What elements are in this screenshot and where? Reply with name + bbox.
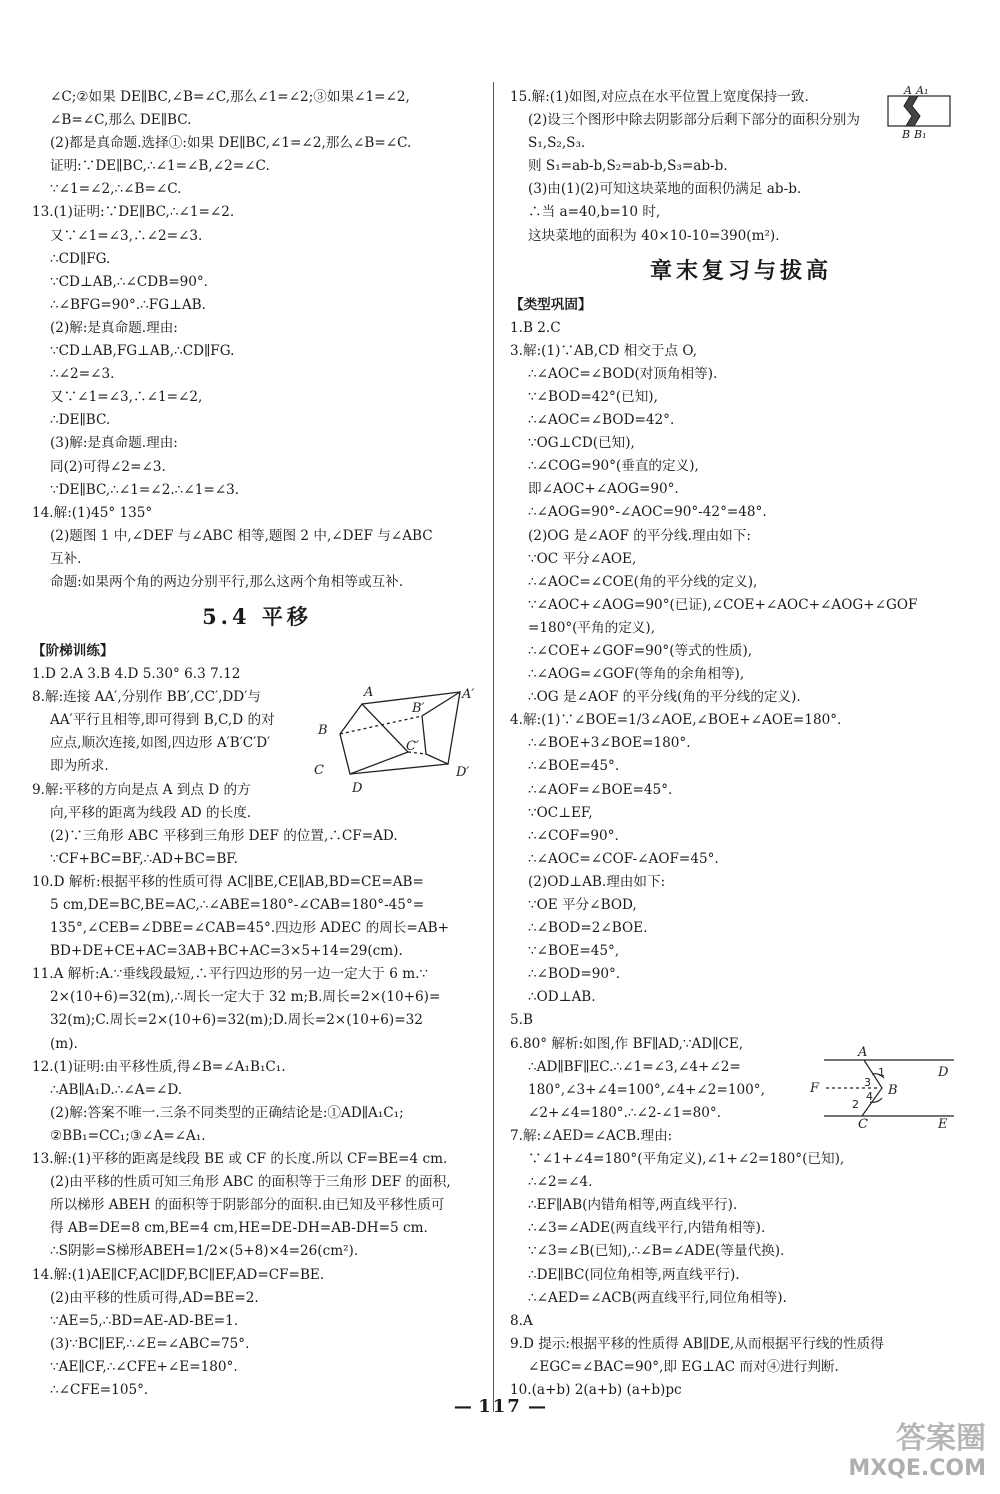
text-line: (2)由平移的性质可知三角形 ABC 的面积等于三角形 DEF 的面积, <box>50 1174 451 1191</box>
text-line: 4.解:(1)∵∠BOE=1/3∠AOE,∠BOE+∠AOE=180°. <box>510 712 842 729</box>
text-line: (2)OD⊥AB.理由如下: <box>528 873 666 890</box>
text-line: 15.解:(1)如图,对应点在水平位置上宽度保持一致. <box>510 89 809 105</box>
text-line: (2)解:是真命题.理由: <box>50 319 178 336</box>
watermark-url: MXQE.COM <box>848 1456 986 1481</box>
tag-type-consolidation: 【类型巩固】 <box>510 296 592 313</box>
angle-label-F: F <box>810 1081 820 1096</box>
text-line: 7.解:∠AED=∠ACB.理由: <box>510 1127 673 1144</box>
angle-label-E: E <box>938 1117 948 1130</box>
field-label-A: A <box>904 84 912 97</box>
label-C: C <box>314 763 324 778</box>
text-line: ∵∠AOC+∠AOG=90°(已证),∠COE+∠AOC+∠AOG+∠GOF <box>528 596 918 613</box>
label-A1: A′ <box>462 687 475 702</box>
text-line: ∵OG⊥CD(已知), <box>528 435 635 452</box>
field-label-B1: B₁ <box>914 128 927 141</box>
right-answers-bottom <box>510 317 972 1402</box>
angle-num-2: 2 <box>852 1098 859 1111</box>
text-line: =180°(平角的定义), <box>528 619 656 636</box>
text-line: ∠2+∠4=180°.∴∠2-∠1=80°. <box>528 1104 722 1121</box>
text-line: ∴CD∥FG. <box>50 250 111 267</box>
angle-num-3: 3 <box>864 1076 871 1089</box>
text-line: 命题:如果两个角的两边分别平行,那么这两个角相等或互补. <box>50 573 404 590</box>
text-line: 5.B <box>510 1012 533 1029</box>
text-line: AA′平行且相等,即可得到 B,C,D 的对 <box>50 712 275 729</box>
text-line: ∵AE=5,∴BD=AE-AD-BE=1. <box>50 1312 239 1329</box>
text-line: (3)解:是真命题.理由: <box>50 435 178 452</box>
text-line: 9.D 提示:根据平移的性质得 AB∥DE,从而根据平行线的性质得 <box>510 1335 884 1352</box>
text-line: 即为所求. <box>50 758 109 775</box>
text-line: BD+DE+CE+AC=3AB+BC+AC=3×5+14=29(cm). <box>50 943 403 960</box>
section-title-review: 章末复习与拔高 <box>649 257 832 284</box>
text-line: ∵CD⊥AB,FG⊥AB,∴CD∥FG. <box>50 343 235 360</box>
text-line: (2)OG 是∠AOF 的平分线.理由如下: <box>528 527 751 544</box>
text-line: ∴∠COG=90°(垂直的定义), <box>528 458 699 475</box>
text-line: ∴∠2=∠3. <box>50 366 115 383</box>
text-line: 即∠AOC+∠AOG=90°. <box>528 481 679 498</box>
text-line: ∴∠2=∠4. <box>528 1174 593 1191</box>
text-line: ∴∠AOG=90°-∠AOC=90°-42°=48°. <box>528 504 767 521</box>
text-line: 9.解:平移的方向是点 A 到点 D 的方 <box>32 781 251 798</box>
text-line: 10.(a+b) 2(a+b) (a+b)pc <box>510 1381 682 1398</box>
text-line: 32(m);C.周长=2×(10+6)=32(m);D.周长=2×(10+6)=32 <box>50 1012 423 1029</box>
angle-num-4: 4 <box>866 1090 873 1103</box>
text-line: ∵∠BOD=42°(已知), <box>528 388 658 405</box>
text-line: ∵OC 平分∠AOE, <box>528 550 637 567</box>
right-column <box>510 86 972 1402</box>
text-line: (2)解:答案不唯一.三条不同类型的正确结论是:①AD∥A₁C₁; <box>50 1104 404 1121</box>
label-B1: B′ <box>412 701 425 716</box>
text-line: ∴∠BOE=45°. <box>528 758 620 775</box>
text-line: 8.A <box>510 1312 533 1329</box>
angle-label-B: B <box>888 1083 898 1098</box>
page-number: — 117 — <box>453 1396 547 1417</box>
text-line: ∵DE∥BC,∴∠1=∠2.∴∠1=∠3. <box>50 481 240 498</box>
text-line: ∴DE∥BC(同位角相等,两直线平行). <box>528 1266 740 1283</box>
label-A: A <box>364 685 374 700</box>
text-line: 180°,∠3+∠4=100°,∠4+∠2=100°, <box>528 1081 765 1098</box>
text-line: 得 AB=DE=8 cm,BE=4 cm,HE=DE-DH=AB-DH=5 cm. <box>50 1220 428 1237</box>
text-line: ∴∠BOD=90°. <box>528 966 621 983</box>
text-line: 3.解:(1)∵AB,CD 相交于点 O, <box>510 342 698 359</box>
text-line: 13.(1)证明:∵DE∥BC,∴∠1=∠2. <box>32 204 235 221</box>
text-line: ∴∠COE+∠GOF=90°(等式的性质), <box>528 642 753 659</box>
text-line: ∠C;②如果 DE∥BC,∠B=∠C,那么∠1=∠2;③如果∠1=∠2, <box>50 89 410 105</box>
text-line: 应点,顺次连接,如图,四边形 A′B′C′D′ <box>50 735 271 752</box>
text-line: ∴∠AOC=∠COE(角的平分线的定义), <box>528 573 758 590</box>
text-line: (2)题图 1 中,∠DEF 与∠ABC 相等,题图 2 中,∠DEF 与∠ABC <box>50 527 433 544</box>
text-line: ∵OC⊥EF, <box>528 804 593 821</box>
text-line: ∵∠1+∠4=180°(平角定义),∠1+∠2=180°(已知), <box>528 1151 845 1168</box>
text-line: ∴∠BOD=2∠BOE. <box>528 920 648 937</box>
text-line: 又∵∠1=∠3,∴∠1=∠2, <box>50 389 203 406</box>
text-line: (2)都是真命题.选择①:如果 DE∥BC,∠1=∠2,那么∠B=∠C. <box>50 135 412 152</box>
label-D1: D′ <box>456 765 470 780</box>
label-B: B <box>318 723 328 738</box>
text-line: 10.D 解析:根据平移的性质可得 AC∥BE,CE∥AB,BD=CE=AB= <box>32 873 424 890</box>
text-line: 6.80° 解析:如图,作 BF∥AD,∵AD∥CE, <box>510 1035 744 1052</box>
text-line: (3)由(1)(2)可知这块菜地的面积仍满足 ab-b. <box>528 181 802 198</box>
text-line: 则 S₁=ab-b,S₂=ab-b,S₃=ab-b. <box>528 158 728 175</box>
text-line: ②BB₁=CC₁;③∠A=∠A₁. <box>50 1127 206 1144</box>
text-line: (2)由平移的性质可得,AD=BE=2. <box>50 1289 259 1306</box>
text-line: ∴∠3=∠ADE(两直线平行,内错角相等). <box>528 1220 766 1237</box>
text-line: ∴∠AOC=∠BOD=42°. <box>528 412 675 429</box>
text-line: ∴∠AOF=∠BOE=45°. <box>528 781 673 798</box>
text-line: ∴∠COF=90°. <box>528 827 619 844</box>
text-line: ∴当 a=40,b=10 时, <box>528 204 661 221</box>
text-line: ∴∠AOC=∠COF-∠AOF=45°. <box>528 850 719 867</box>
text-line: ∵OE 平分∠BOD, <box>528 897 637 913</box>
figure-parallel-angles <box>808 1044 958 1130</box>
text-line: ∴AB∥A₁D.∴∠A=∠D. <box>50 1081 183 1098</box>
text-line: ∴∠CFE=105°. <box>50 1381 149 1398</box>
text-line: ∴∠AOG=∠GOF(等角的余角相等), <box>528 666 745 683</box>
text-line: (2)设三个图形中除去阴影部分后剩下部分的面积分别为 <box>528 112 860 129</box>
text-line: ∵CD⊥AB,∴∠CDB=90°. <box>50 273 208 290</box>
text-line: ∵∠1=∠2,∴∠B=∠C. <box>50 181 182 198</box>
left-answers-top <box>32 86 482 594</box>
text-line: 11.A 解析:A.∵垂线段最短,∴平行四边形的另一边一定大于 6 m.∵ <box>32 966 429 983</box>
text-line: (m). <box>50 1035 78 1052</box>
text-line: 所以梯形 ABEH 的面积等于阴影部分的面积.由已知及平移性质可 <box>50 1197 445 1214</box>
field-label-A1: A₁ <box>916 84 929 97</box>
angle-num-1: 1 <box>878 1066 885 1079</box>
column-divider <box>493 82 494 1412</box>
page-number-value: 117 <box>478 1396 522 1417</box>
label-C1: C′ <box>406 739 419 754</box>
text-line: 这块菜地的面积为 40×10-10=390(m²). <box>528 227 780 244</box>
text-line: ∴EF∥AB(内错角相等,两直线平行). <box>528 1197 738 1214</box>
text-line: 同(2)可得∠2=∠3. <box>50 458 166 475</box>
angle-label-D: D <box>938 1065 949 1080</box>
text-line: ∴AD∥BF∥EC.∴∠1=∠3,∠4+∠2= <box>528 1058 741 1075</box>
text-line: (3)∵BC∥EF,∴∠E=∠ABC=75°. <box>50 1335 250 1352</box>
text-line: ∴∠BFG=90°.∴FG⊥AB. <box>50 296 206 313</box>
text-line: S₁,S₂,S₃. <box>528 135 586 152</box>
text-line: ∠B=∠C,那么 DE∥BC. <box>50 112 192 129</box>
figure-prism-translation <box>310 682 490 794</box>
text-line: 证明:∵DE∥BC,∴∠1=∠B,∠2=∠C. <box>50 158 270 175</box>
watermark-text: 答案圈 <box>896 1421 986 1456</box>
angle-label-C: C <box>858 1117 868 1130</box>
text-line: ∴∠AED=∠ACB(两直线平行,同位角相等). <box>528 1289 787 1306</box>
watermark-logo <box>848 1421 986 1484</box>
text-line: ∴S阴影=S梯形ABEH=1/2×(5+8)×4=26(cm²). <box>50 1243 359 1260</box>
text-line: 14.解:(1)AE∥CF,AC∥DF,BC∥EF,AD=CF=BE. <box>32 1266 325 1283</box>
text-line: ∴OD⊥AB. <box>528 989 596 1006</box>
text-line: ∴DE∥BC. <box>50 412 111 429</box>
field-label-B: B <box>902 128 911 141</box>
text-line: ∵∠BOE=45°, <box>528 943 620 960</box>
text-line: (2)∵三角形 ABC 平移到三角形 DEF 的位置,∴CF=AD. <box>50 827 398 844</box>
text-line: 向,平移的距离为线段 AD 的长度. <box>50 804 252 821</box>
figure-field-strip <box>886 84 954 142</box>
text-line: ∴OG 是∠AOF 的平分线(角的平分线的定义). <box>528 689 801 706</box>
text-line: ∴∠AOC=∠BOD(对顶角相等). <box>528 365 718 382</box>
text-line: 互补. <box>50 550 82 567</box>
text-line: ∵CF+BC=BF,∴AD+BC=BF. <box>50 850 238 867</box>
text-line: 13.解:(1)平移的距离是线段 BE 或 CF 的长度.所以 CF=BE=4 cm. <box>32 1151 448 1168</box>
text-line: 1.D 2.A 3.B 4.D 5.30° 6.3 7.12 <box>32 666 241 683</box>
text-line: 又∵∠1=∠3,∴∠2=∠3. <box>50 227 203 244</box>
tag-ladder-training: 【阶梯训练】 <box>32 643 114 660</box>
text-line: 12.(1)证明:由平移性质,得∠B=∠A₁B₁C₁. <box>32 1058 286 1075</box>
text-line: 2×(10+6)=32(m),∴周长一定大于 32 m;B.周长=2×(10+6)= <box>50 989 441 1006</box>
text-line: ∠EGC=∠BAC=90°,即 EG⊥AC 而对④进行判断. <box>528 1358 839 1375</box>
text-line: 8.解:连接 AA′,分别作 BB′,CC′,DD′与 <box>32 689 261 706</box>
label-D: D <box>352 781 363 794</box>
text-line: 1.B 2.C <box>510 319 561 336</box>
text-line: ∴∠BOE+3∠BOE=180°. <box>528 735 691 752</box>
text-line: 5 cm,DE=BC,BE=AC,∴∠ABE=180°-∠CAB=180°-45°= <box>50 897 425 913</box>
text-line: 135°,∠CEB=∠DBE=∠CAB=45°.四边形 ADEC 的周长=AB+ <box>50 920 449 937</box>
text-line: 14.解:(1)45° 135° <box>32 504 153 521</box>
angle-label-A: A <box>858 1045 868 1060</box>
text-line: ∵AE∥CF,∴∠CFE+∠E=180°. <box>50 1358 238 1375</box>
text-line: ∵∠3=∠B(已知),∴∠B=∠ADE(等量代换). <box>528 1243 785 1260</box>
section-title-translation: 5.4 平移 <box>202 604 312 630</box>
